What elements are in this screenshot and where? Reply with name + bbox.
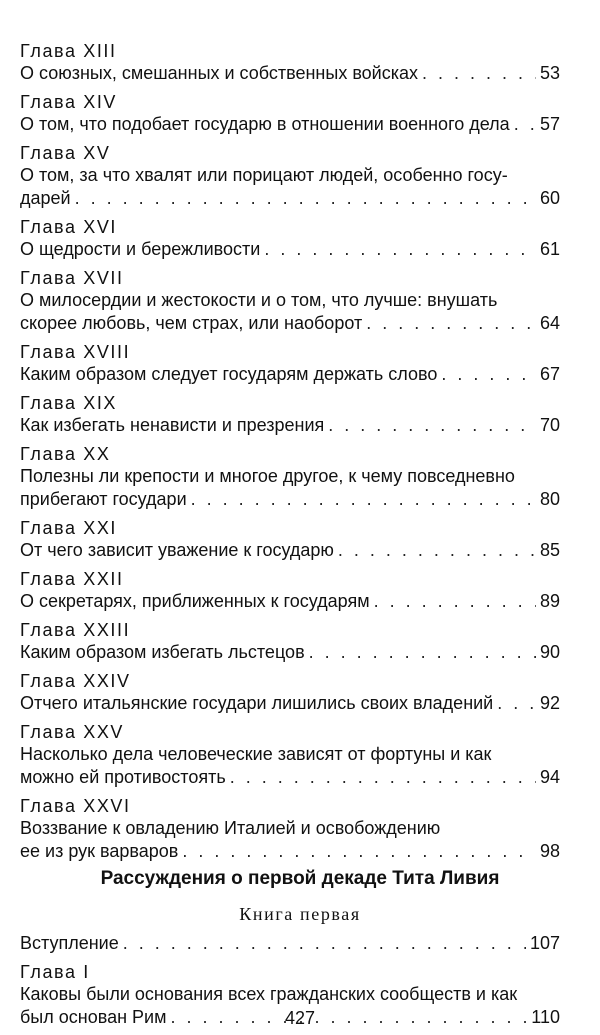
toc-entry-line [20,932,560,955]
dot-leader [366,312,536,335]
chapter-title: можно ей противостоять [20,767,226,787]
book-heading: Книга первая [239,904,361,924]
chapter-label: Глава XXIV [20,671,131,691]
chapter-title: прибегают государи [20,489,187,509]
toc-entry-line [20,238,560,261]
chapter-label: Глава XX [20,444,111,464]
chapter-title: О союзных, смешанных и собственных войсках [20,63,419,83]
toc-entry [20,568,560,613]
chapter-label: Глава XV [20,143,111,163]
toc-entry [20,267,560,335]
chapter-title: Вступление [20,933,119,953]
chapter-label: Глава XXV [20,722,125,742]
toc-entry-line [20,113,560,136]
dot-leader [374,590,536,613]
toc-entry-line [20,187,560,210]
toc-entry [20,795,560,863]
toc-entry-line [20,312,560,335]
toc-entry [20,670,560,715]
chapter-label: Глава XIV [20,92,118,112]
page-ref: 92 [539,693,560,713]
toc-entry-line [20,641,560,664]
page-ref: 107 [529,933,560,953]
toc-entry-line [20,539,560,562]
page-ref: 53 [539,63,560,83]
chapter-title: От чего зависит уважение к государю [20,540,334,560]
toc-entry-line [20,414,560,437]
dot-leader [514,113,536,136]
page-ref: 67 [539,364,560,384]
chapter-label: Глава XVII [20,268,124,288]
toc-entry [20,142,560,210]
toc-entry-line [20,62,560,85]
dot-leader [309,641,536,664]
toc-entry-line [20,590,560,613]
page-ref: 60 [539,188,560,208]
chapter-title: ее из рук варваров [20,841,179,861]
chapter-label: Глава I [20,962,90,982]
chapter-title: Полезны ли крепости и многое другое, к чему повседневно [20,466,515,486]
dot-leader [422,62,536,85]
page-ref: 94 [539,767,560,787]
chapter-title: Как избегать ненависти и презрения [20,415,325,435]
dot-leader [123,932,526,955]
dot-leader [338,539,536,562]
dot-leader [264,238,536,261]
toc-entry [20,721,560,789]
dot-leader [441,363,536,386]
page-ref: 85 [539,540,560,560]
chapter-title: скорее любовь, чем страх, или наоборот [20,313,363,333]
dot-leader [182,840,536,863]
chapter-label: Глава XVI [20,217,118,237]
toc-entry [20,443,560,511]
chapter-label: Глава XIII [20,41,117,61]
page-number: 427 [284,1008,316,1028]
toc-entry [20,40,560,85]
chapter-title: О том, что подобает государю в отношении военного дела [20,114,510,134]
toc-entry [20,216,560,261]
toc-entry-line [20,766,560,789]
dot-leader [328,414,536,437]
chapter-label: Глава XXI [20,518,118,538]
chapter-title: Отчего итальянские государи лишились своих владений [20,693,494,713]
chapter-title: Каким образом следует государям держать слово [20,364,438,384]
chapter-title: дарей [20,188,71,208]
chapter-title: О щедрости и бережливости [20,239,261,259]
page-ref: 89 [539,591,560,611]
page-ref: 70 [539,415,560,435]
chapter-label: Глава XXII [20,569,124,589]
chapter-label: Глава XXVI [20,796,131,816]
chapter-title: О милосердии и жестокости и о том, что лучше: внушать [20,290,498,310]
toc-entry-line [20,363,560,386]
dot-leader [75,187,536,210]
page-ref: 57 [539,114,560,134]
chapter-title: Каковы были основания всех гражданских сообществ и как [20,984,518,1004]
toc-entry [20,392,560,437]
chapter-label: Глава XIX [20,393,118,413]
page-ref: 61 [539,239,560,259]
toc-entry [20,91,560,136]
chapter-label: Глава XXIII [20,620,131,640]
page-ref: 64 [539,313,560,333]
toc-entry-line [20,840,560,863]
page-ref: 98 [539,841,560,861]
toc-entry [20,341,560,386]
dot-leader [497,692,536,715]
page-ref: 110 [531,1007,560,1027]
toc-entry-line [20,488,560,511]
section-heading: Рассуждения о первой декаде Тита Ливия [100,868,500,889]
toc-entry [20,619,560,664]
chapter-title: О том, за что хвалят или порицают людей, особенно госу- [20,165,508,185]
chapter-title: Каким образом избегать льстецов [20,642,305,662]
chapter-title: Воззвание к овладению Италией и освобождению [20,818,441,838]
page-ref: 90 [539,642,560,662]
chapter-label: Глава XVIII [20,342,131,362]
chapter-title: был основан Рим [20,1007,167,1027]
toc-entry [20,517,560,562]
toc-entry-line [20,692,560,715]
toc-entry [20,932,560,955]
table-of-contents [20,40,560,869]
dot-leader [191,488,536,511]
chapter-title: Насколько дела человеческие зависят от фортуны и как [20,744,492,764]
dot-leader [230,766,536,789]
page-ref: 80 [539,489,560,509]
chapter-title: О секретарях, приближенных к государям [20,591,370,611]
